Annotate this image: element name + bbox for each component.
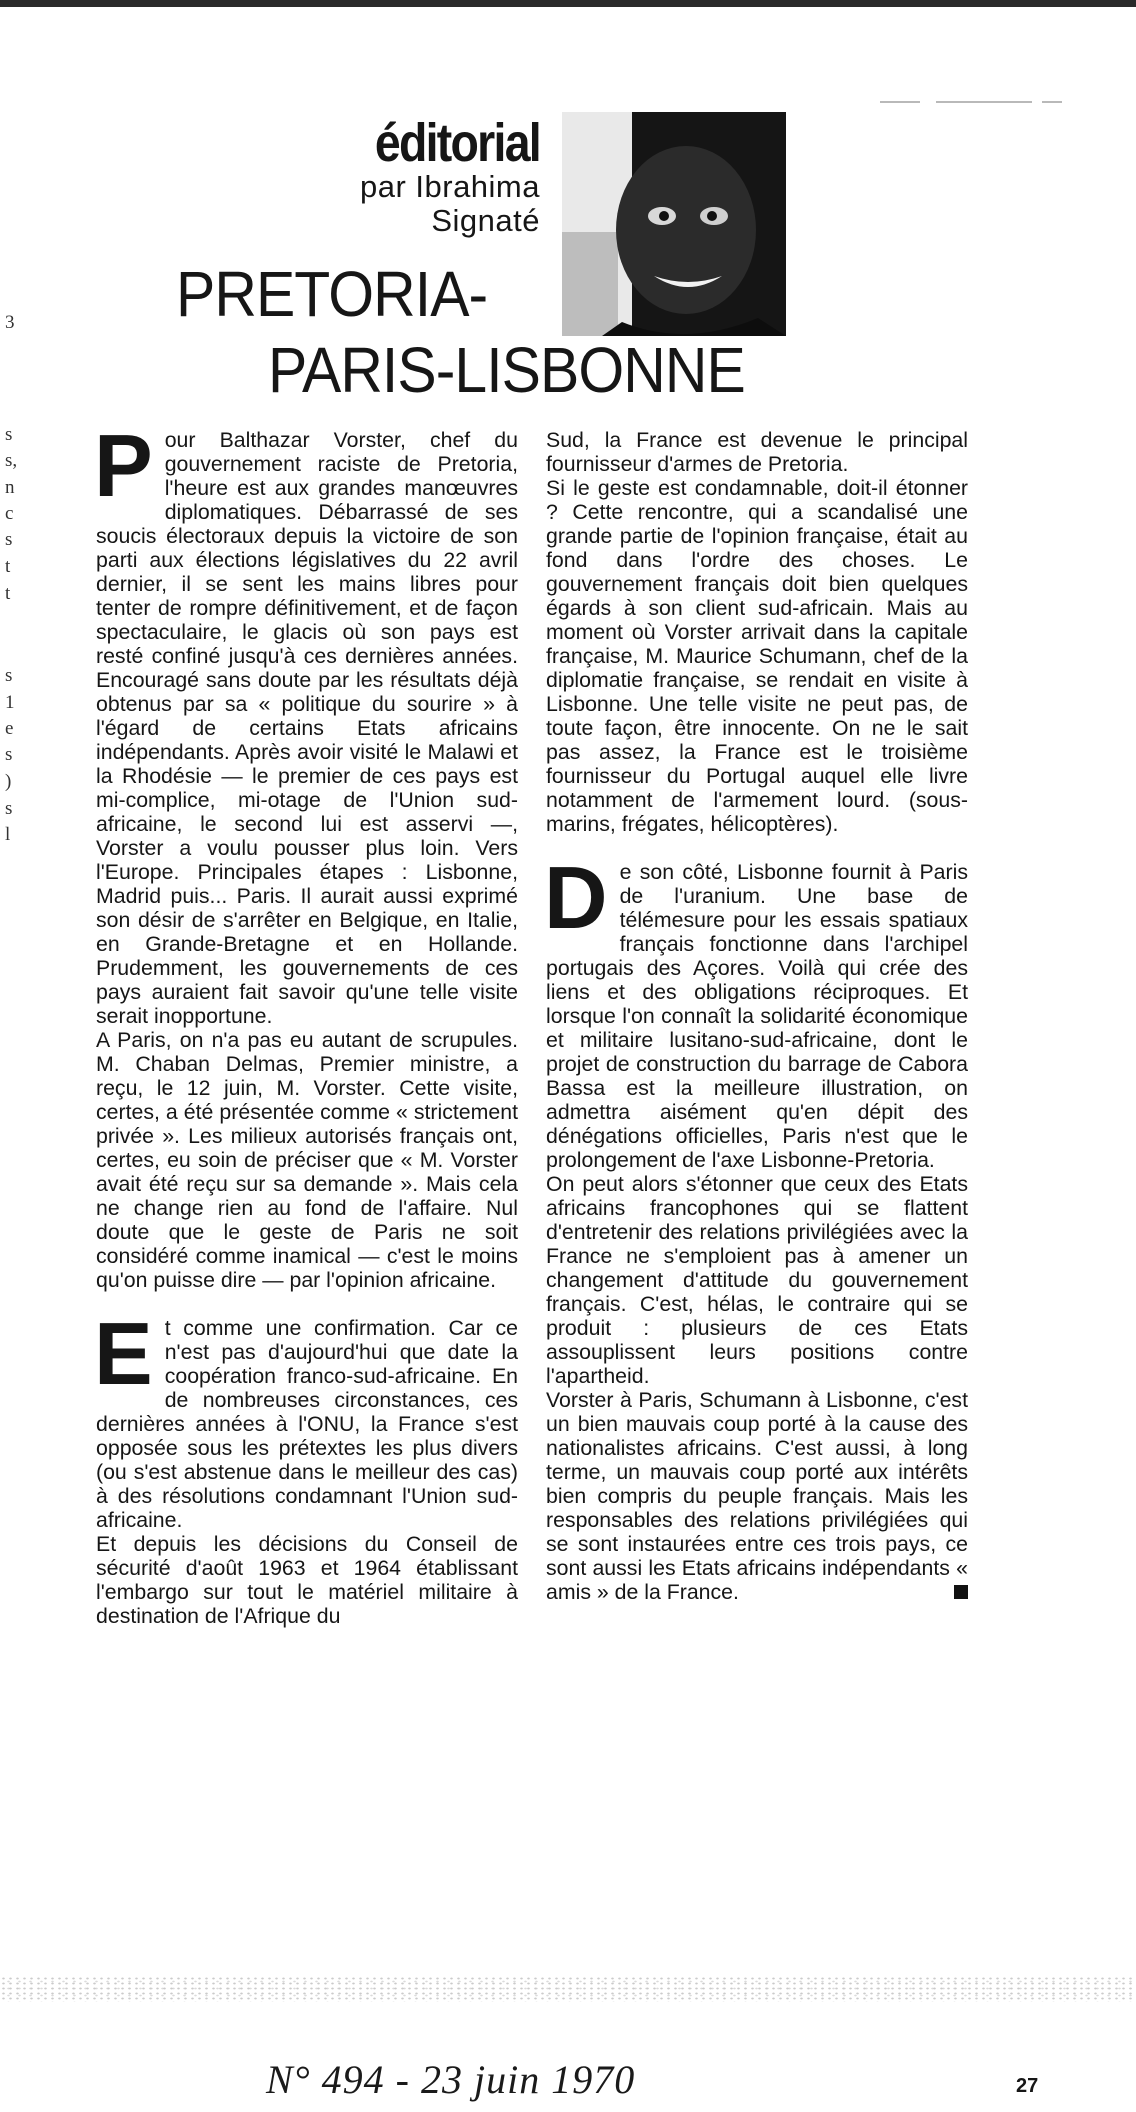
scan-noise-band — [0, 1976, 1136, 2002]
margin-fragment: n — [5, 477, 15, 498]
headline-line-1: PRETORIA- — [176, 258, 488, 330]
paragraph: On peut alors s'étonner que ceux des Etats africains francophones qui se flattent d'entretenir des relations privilégiées avec la France ne s'emploient pas à amener un changement d'attitude du gouvernement français. C'est, hélas, le contraire qui se produit : plusieurs de ces Etats assouplissent leurs positions contre l'apartheid. — [546, 1172, 968, 1388]
byline-line-2: Signaté — [431, 203, 540, 238]
paragraph — [546, 1388, 968, 1604]
end-of-article-mark — [954, 1585, 968, 1599]
margin-fragment: l — [5, 824, 11, 845]
margin-fragment: c — [5, 503, 14, 524]
margin-fragment: s — [5, 798, 13, 819]
margin-fragment: e — [5, 718, 14, 739]
paragraph: A Paris, on n'a pas eu autant de scrupules. M. Chaban Delmas, Premier ministre, a reçu, le 12 juin, M. Vorster. Cette visite, certes, a été présentée comme « strictement privée ». Les milieux autorisés français ont, certes, eu soin de préciser que « M. Vorster avait été reçu sur sa demande ». Mais cela ne change rien au fond de l'affaire. Nul doute que le geste de Paris ne soit considéré comme inamical — c'est le moins qu'on puisse dire — par l'opinion africaine. — [96, 1028, 518, 1292]
scan-artifact-dash — [1042, 101, 1062, 103]
paragraph: Si le geste est condamnable, doit-il étonner ? Cette rencontre, qui a scandalisé une grande partie de l'opinion française, était au fond dans l'ordre des choses. Le gouvernement français doit bien quelques égards à son client sud-africain. Mais au moment où Vorster arrivait dans la capitale française, M. Maurice Schumann, chef de la diplomatie française, se rendait en visite à Lisbonne. Une telle visite ne peut pas, de toute façon, être innocente. On ne le sait pas assez, la France est le troisième fournisseur du Portugal auquel elle livre notamment de l'armement lourd. (sous-marins, frégates, hélicoptères). — [546, 476, 968, 836]
paragraph-text: t comme une confirmation. Car ce n'est pas d'aujourd'hui que date la coopération franco-sud-africaine. En de nombreuses circonstances, ces dernières années à l'ONU, la France s'est opposée sous les prétextes les plus divers (ou s'est abstenue dans le meilleur des cas) à des résolutions condamnant l'Union sud-africaine. — [96, 1316, 518, 1532]
paragraph — [94, 1304, 518, 1532]
paragraph-text: e son côté, Lisbonne fournit à Paris de l'uranium. Une base de télémesure pour les essais spatiaux français fonctionne dans l'archipel portugais des Açores. Voilà qui crée des liens et des obligations réciproques. Et lorsque l'on connaît la solidarité économique et militaire lusitano-sud-africaine, dont le projet de construction du barrage de Cabora Bassa est la meilleure illustration, on admettra aisément qu'en dépit des dénégations officielles, Paris n'est que le prolongement de l'axe Lisbonne-Pretoria. — [546, 860, 968, 1172]
article-headline — [176, 256, 774, 408]
drop-cap: D — [544, 848, 608, 947]
article-column-right — [546, 428, 968, 1604]
paragraph-text: our Balthazar Vorster, chef du gouvernement raciste de Pretoria, l'heure est aux grandes manœuvres diplomatiques. Débarrassé de ses soucis électoraux depuis la victoire de son parti aux élections législatives du 22 avril dernier, il se sent les mains libres pour tenter de rompre définitivement, et de façon spectaculaire, le glacis où son pays est resté confiné jusqu'à ces dernières années. Encouragé sans doute par les résultats déjà obtenus par sa « politique du sourire » à l'égard de certains Etats africains indépendants. Après avoir visité le Malawi et la Rhodésie — le premier de ces pays est mi-complice, mi-otage de l'Union sud-africaine, le second lui est asservi —, Vorster a voulu pousser plus loin. Vers l'Europe. Principales étapes : Lisbonne, Madrid puis... Paris. Il aurait aussi exprimé son désir de s'arrêter en Belgique, en Italie, en Grande-Bretagne et en Hollande. Prudemment, les gouvernements de ces pays auraient fait savoir qu'une telle visite serait inopportune. — [96, 428, 518, 1028]
margin-fragment: 3 — [5, 312, 15, 333]
paragraph: Sud, la France est devenue le principal fournisseur d'armes de Pretoria. — [546, 428, 968, 476]
scan-artifact-dash — [936, 101, 1032, 103]
paragraph — [94, 416, 518, 1028]
scan-artifact-dash — [880, 101, 920, 103]
margin-fragment: s — [5, 424, 13, 445]
paragraph: Et depuis les décisions du Conseil de sécurité d'août 1963 et 1964 établissant l'embargo sur tout le matériel militaire à destination de l'Afrique du — [96, 1532, 518, 1628]
margin-fragment: ) — [5, 771, 12, 792]
page-top-rule — [0, 0, 1136, 7]
margin-fragment: 1 — [5, 692, 15, 713]
drop-cap: E — [94, 1304, 153, 1403]
paragraph-text: Vorster à Paris, Schumann à Lisbonne, c'est un bien mauvais coup porté à la cause des nationalistes africains. C'est aussi, à long terme, un mauvais coup porté aux intérêts bien compris du peuple français. Mais les responsables des relations privilégiées qui se sont instaurées entre ces trois pays, ce sont aussi les Etats africains indépendants « amis » de la France. — [546, 1388, 968, 1604]
margin-fragment: s — [5, 744, 13, 765]
margin-fragment: s, — [5, 450, 18, 471]
article-column-left — [94, 416, 518, 1628]
editorial-header — [330, 113, 540, 238]
margin-fragment: s — [5, 529, 13, 550]
margin-fragment: s — [5, 665, 13, 686]
margin-fragment: t — [5, 556, 11, 577]
byline-line-1: par Ibrahima — [359, 169, 540, 204]
section-kicker: éditorial — [374, 113, 540, 173]
page-number: 27 — [1016, 2075, 1039, 2097]
paragraph — [544, 848, 968, 1172]
margin-fragment: t — [5, 583, 11, 604]
drop-cap: P — [94, 416, 153, 515]
handwritten-issue-note: N° 494 - 23 juin 1970 — [266, 2057, 636, 2102]
headline-line-2: PARIS-LISBONNE — [268, 334, 745, 406]
